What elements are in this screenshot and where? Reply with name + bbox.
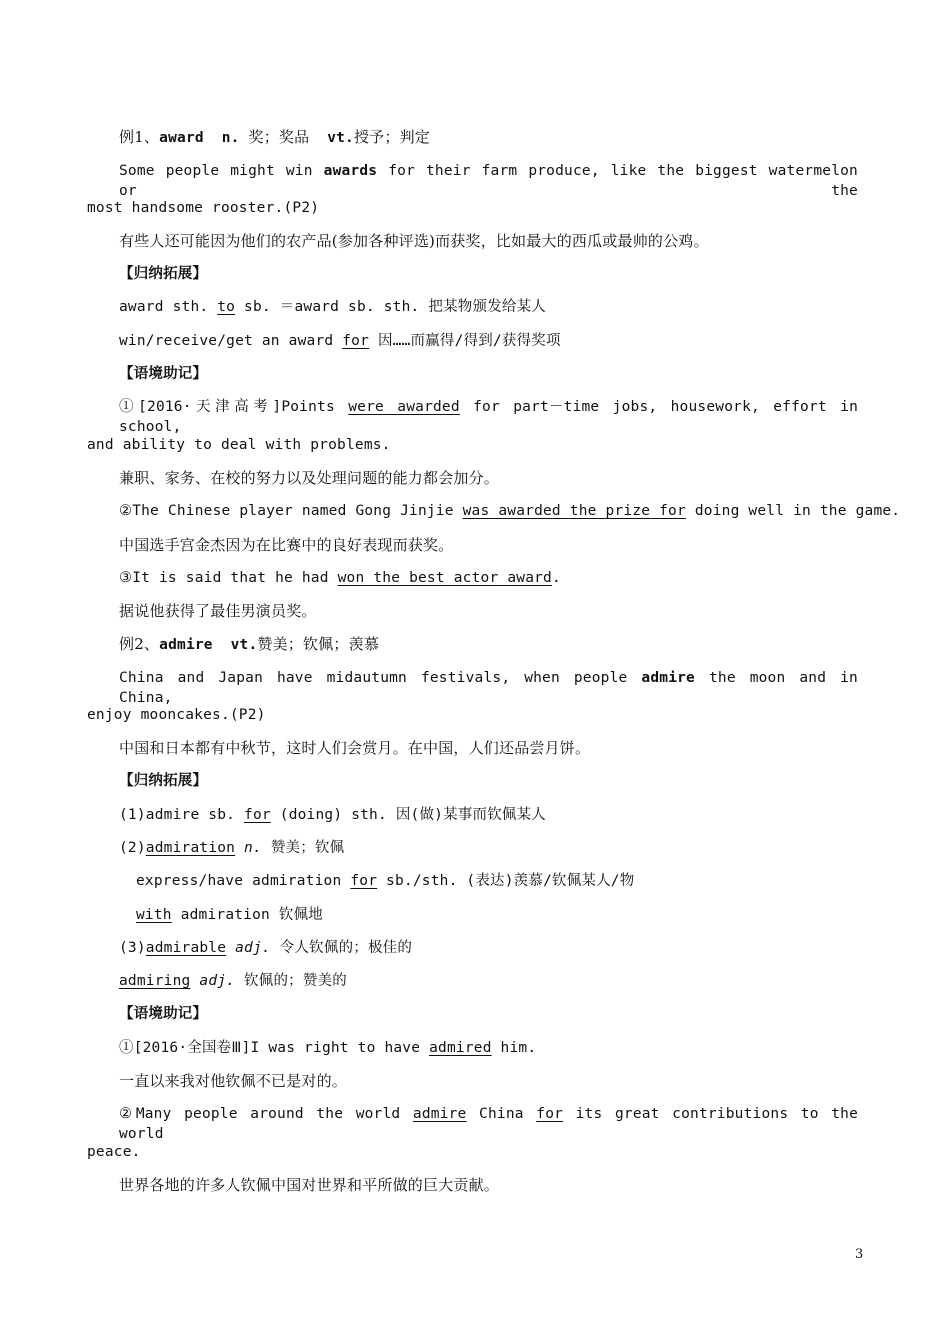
example-label: 例1、 — [119, 128, 160, 146]
meaning: 奖；奖品 — [248, 128, 310, 146]
extension-item: (3)admirable adj. 令人钦佩的；极佳的 — [119, 940, 413, 956]
extension-subitem: express/have admiration for sb./sth. (表达)羡慕/钦佩某人/物 — [136, 873, 635, 889]
section-heading: 【语境助记】 — [119, 365, 208, 382]
translation: 世界各地的许多人钦佩中国对世界和平所做的巨大贡献。 — [119, 1176, 500, 1194]
page-number: 3 — [855, 1247, 864, 1262]
headword: award — [159, 130, 204, 146]
section-heading: 【归纳拓展】 — [119, 265, 208, 282]
extension-item: admiring adj. 钦佩的；赞美的 — [119, 973, 347, 989]
translation: 中国和日本都有中秋节，这时人们会赏月。在中国，人们还品尝月饼。 — [119, 739, 591, 757]
section-heading: 【语境助记】 — [119, 1005, 208, 1022]
translation: 中国选手宫金杰因为在比赛中的良好表现而获奖。 — [119, 536, 454, 554]
section-heading: 【归纳拓展】 — [119, 772, 208, 789]
example-sentence: Some people might win awards for their farm produce, like the biggest watermelon or the — [119, 163, 858, 199]
example-sentence-cont: most handsome rooster.(P2) — [87, 200, 320, 216]
context-example: ②The Chinese player named Gong Jinjie was awarded the prize for doing well in the game. — [119, 503, 901, 519]
extension-item: win/receive/get an award for 因……而赢得/得到/获得奖项 — [119, 333, 561, 349]
extension-item: award sth. to sb. ＝award sb. sth. 把某物颁发给某人 — [119, 299, 547, 315]
part-of-speech: vt. — [230, 637, 258, 653]
meaning: 赞美；钦佩；羡慕 — [257, 635, 380, 653]
extension-item: (1)admire sb. for (doing) sth. 因(做)某事而钦佩某人 — [119, 807, 547, 823]
example-sentence-cont: enjoy mooncakes.(P2) — [87, 707, 266, 723]
example-label: 例2、 — [119, 635, 160, 653]
translation: 有些人还可能因为他们的农产品(参加各种评选)而获奖，比如最大的西瓜或最帅的公鸡。 — [119, 232, 709, 250]
translation: 一直以来我对他钦佩不已是对的。 — [119, 1072, 348, 1090]
part-of-speech: n. — [221, 130, 240, 146]
part-of-speech: vt. — [327, 130, 354, 146]
context-example: ①[2016·全国卷Ⅲ]I was right to have admired him. — [119, 1040, 537, 1056]
translation: 兼职、家务、在校的努力以及处理问题的能力都会加分。 — [119, 469, 500, 487]
example-1-heading — [119, 127, 430, 148]
example-sentence: China and Japan have midautumn festivals, when people admire the moon and in China, — [119, 670, 858, 706]
translation: 据说他获得了最佳男演员奖。 — [119, 602, 317, 620]
headword: admire — [159, 637, 213, 653]
meaning: 授予；判定 — [353, 128, 430, 146]
context-example: ②Many people around the world admire China for its great contributions to the world — [119, 1106, 858, 1142]
example-2-heading — [119, 634, 379, 655]
extension-item: (2)admiration n. 赞美；钦佩 — [119, 840, 345, 856]
context-example: ③It is said that he had won the best actor award. — [119, 570, 561, 586]
extension-subitem: with admiration 钦佩地 — [136, 907, 323, 923]
context-example-cont: and ability to deal with problems. — [87, 437, 391, 453]
context-example: ①[2016·天津高考]Points were awarded for part－time jobs, housework, effort in school, — [119, 399, 858, 435]
context-example-cont: peace. — [87, 1144, 141, 1160]
